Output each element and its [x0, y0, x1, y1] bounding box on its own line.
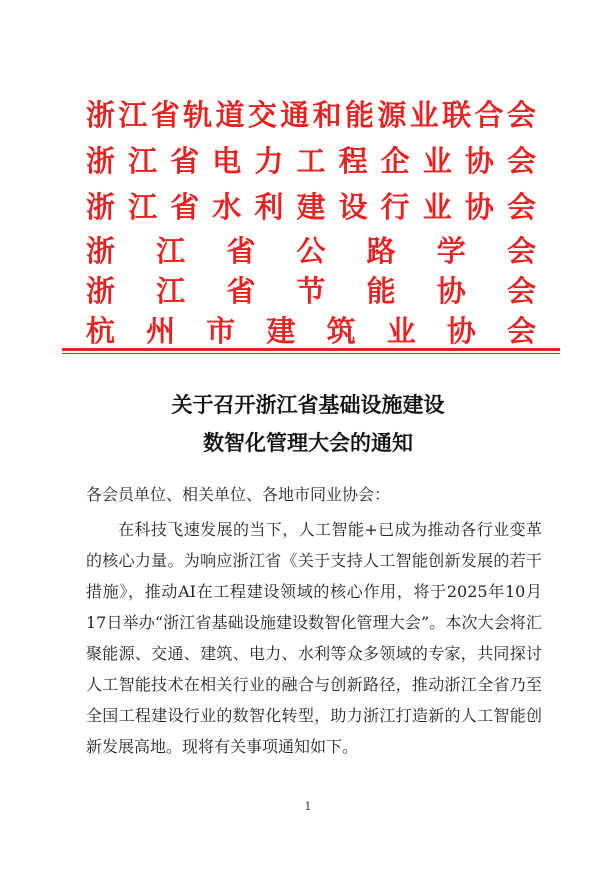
page-number: 1	[304, 800, 312, 813]
header-divider-thin	[62, 353, 560, 354]
body-paragraph: 在科技飞速发展的当下，人工智能+已成为推动各行业变革的核心力量。为响应浙江省《关于支持人工智能创新发展的若干措施》，推动AI在工程建设领域的核心作用，将于2025年10月17日举办“浙江省基础设施建设数智化管理大会”。本次大会将汇聚能源、交通、建筑、电力、水利等众多领域的专家，共同探讨人工智能技术在相关行业的融合与创新路径，推动浙江全省乃至全国工程建设行业的数智化转型，助力浙江打造新的人工智能创新发展高地。现将有关事项通知如下。	[86, 520, 542, 756]
notice-title-line-1: 关于召开浙江省基础设施建设	[171, 392, 445, 417]
salutation: 各会员单位、相关单位、各地市同业协会：	[86, 485, 391, 504]
org-name-3: 浙 江 省 水 利 建 设 行 业 协 会	[86, 190, 536, 224]
notice-title-line-2: 数智化管理大会的通知	[203, 430, 413, 455]
org-name-5: 浙 江 省 节 能 协 会	[86, 274, 536, 308]
org-name-2: 浙 江 省 电 力 工 程 企 业 协 会	[86, 144, 536, 178]
org-name-1: 浙 江 省 轨 道 交 通 和 能 源 业 联 合 会	[86, 98, 536, 132]
org-name-4: 浙 江 省 公 路 学 会	[86, 234, 536, 268]
org-name-6: 杭 州 市 建 筑 业 协 会	[86, 314, 536, 348]
header-divider-thick	[62, 348, 560, 351]
